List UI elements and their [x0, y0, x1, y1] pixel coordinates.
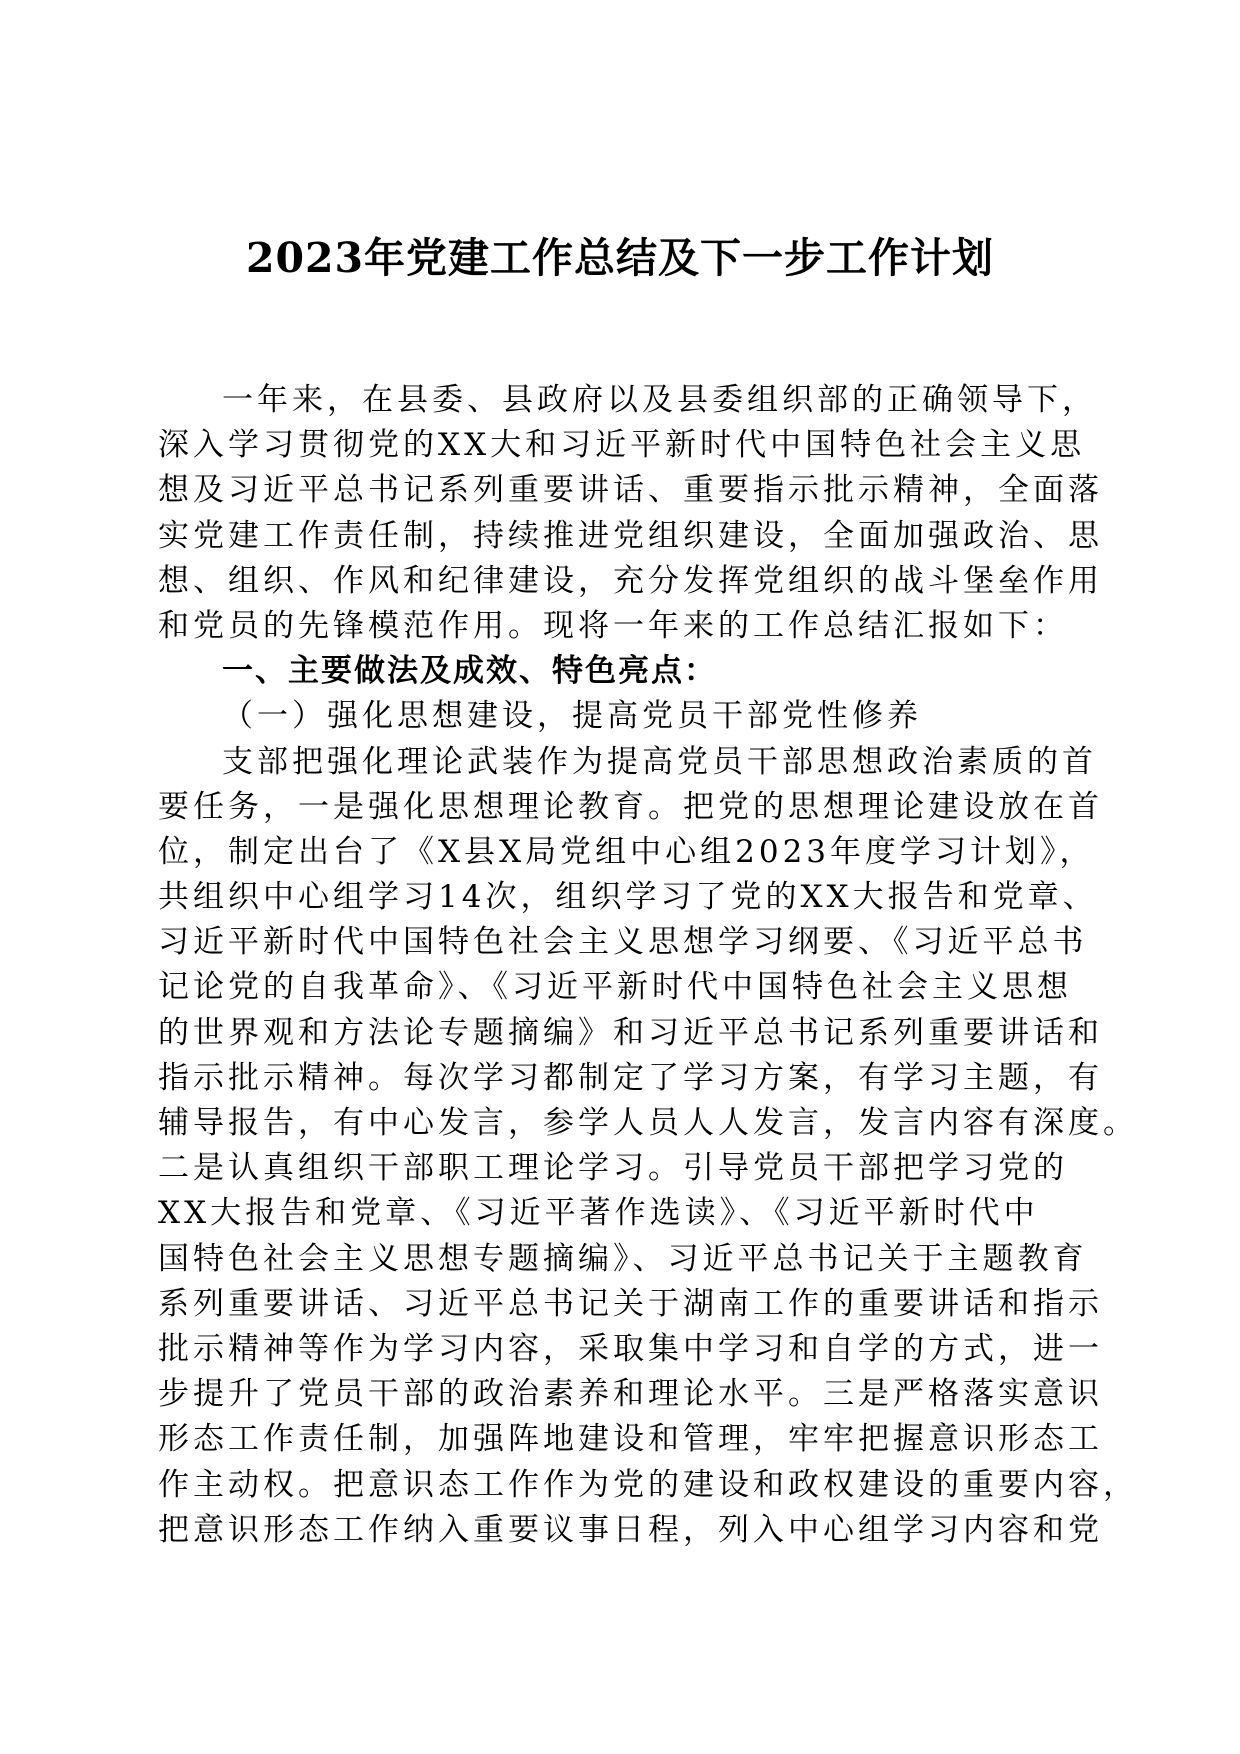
paragraph-line: 批示精神等作为学习内容，采取集中学习和自学的方式，进一: [158, 1330, 1103, 1367]
paragraph-line: 深入学习贯彻党的XX大和习近平新时代中国特色社会主义思: [158, 427, 1086, 464]
document-body: [158, 378, 1138, 1553]
paragraph-line: 记论党的自我革命》、《习近平新时代中国特色社会主义思想: [158, 969, 1072, 1006]
section-heading: 一、主要做法及成效、特色亮点：: [222, 653, 717, 690]
paragraph-line: 一年来，在县委、县政府以及县委组织部的正确领导下，: [222, 382, 1097, 418]
document-title: 2023年党建工作总结及下一步工作计划: [245, 234, 995, 282]
paragraph-line: 和党员的先锋模范作用。现将一年来的工作总结汇报如下：: [158, 607, 1068, 644]
paragraph-line: 共组织中心组学习14次，组织学习了党的XX大报告和党章、: [158, 879, 1098, 916]
paragraph-line: 实党建工作责任制，持续推进党组织建设，全面加强政治、思: [158, 517, 1103, 554]
paragraph-line: 辅导报告，有中心发言，参学人员人人发言，发言内容有深度。: [158, 1105, 1138, 1141]
paragraph-line: 二是认真组织干部职工理论学习。引导党员干部把学习党的: [158, 1150, 1068, 1187]
paragraph-line: 想及习近平总书记系列重要讲话、重要指示批示精神，全面落: [158, 472, 1103, 509]
paragraph-line: 形态工作责任制，加强阵地建设和管理，牢牢把握意识形态工: [158, 1421, 1103, 1458]
paragraph-line: 习近平新时代中国特色社会主义思想学习纲要、《习近平总书: [158, 924, 1088, 961]
paragraph-line: 作主动权。把意识态工作作为党的建设和政权建设的重要内容，: [158, 1466, 1138, 1503]
paragraph-line: 系列重要讲话、习近平总书记关于湖南工作的重要讲话和指示: [158, 1285, 1103, 1322]
paragraph-line: 国特色社会主义思想专题摘编》、习近平总书记关于主题教育: [158, 1240, 1088, 1277]
paragraph-line: 把意识形态工作纳入重要议事日程，列入中心组学习内容和党: [158, 1511, 1103, 1548]
paragraph-line: 位，制定出台了《X县X局党组中心组2023年度学习计划》，: [158, 833, 1095, 870]
paragraph-line: 步提升了党员干部的政治素养和理论水平。三是严格落实意识: [158, 1376, 1103, 1413]
paragraph-line: 指示批示精神。每次学习都制定了学习方案，有学习主题，有: [158, 1059, 1103, 1096]
paragraph-line: 支部把强化理论武装作为提高党员干部思想政治素质的首: [222, 743, 1097, 780]
paragraph-line: 的世界观和方法论专题摘编》和习近平总书记系列重要讲话和: [158, 1014, 1103, 1051]
paragraph-line: XX大报告和党章、《习近平著作选读》、《习近平新时代中: [158, 1195, 1039, 1232]
subsection-heading: （一）强化思想建设，提高党员干部党性修养: [222, 698, 922, 735]
paragraph-line: 想、组织、作风和纪律建设，充分发挥党组织的战斗堡垒作用: [158, 562, 1103, 599]
paragraph-line: 要任务，一是强化思想理论教育。把党的思想理论建设放在首: [158, 788, 1103, 825]
